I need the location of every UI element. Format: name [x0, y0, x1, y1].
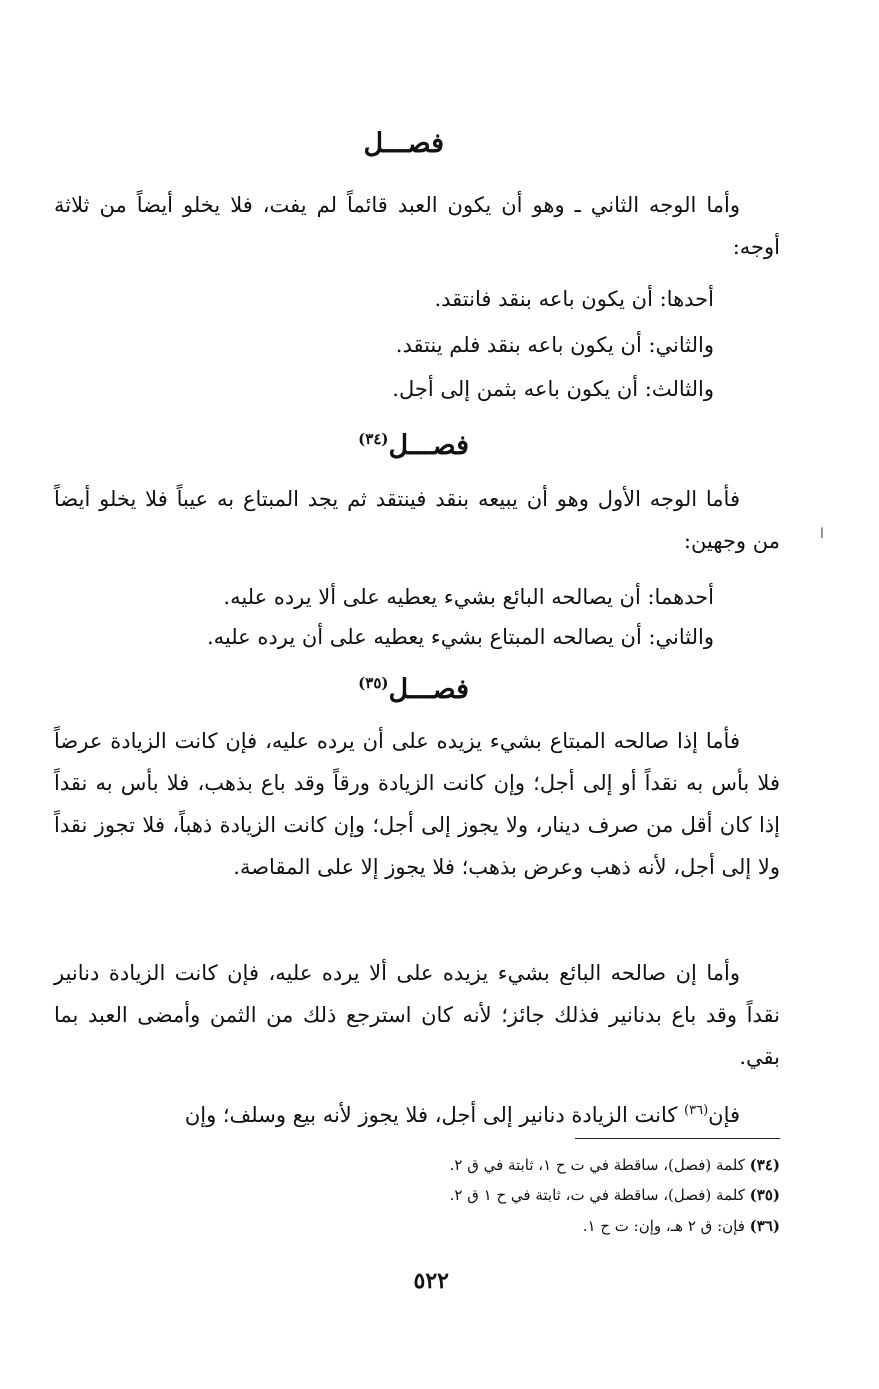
- section-heading-1: فصـــل: [363, 128, 444, 159]
- section3-para-2: وأما إن صالحه البائع بشيء يزيده على ألا يرده عليه، فإن كانت الزيادة دنانير نقداً وقد باع بدنانير فذلك جائز؛ لأنه كان استرجع ذلك من الثمن وأمضى العبد بما بقي.: [54, 961, 780, 1069]
- section2-intro: فأما الوجه الأول وهو أن يبيعه بنقد فينتقد ثم يجد المبتاع به عيباً فلا يخلو أيضاً من وجهين:: [54, 487, 780, 553]
- footnote-35: (٣٥) كلمة (فصل)، ساقطة في ت، ثابتة في ح ١ ق ٢.: [449, 1186, 780, 1204]
- section2-item-1: أحدهما: أن يصالحه البائع بشيء يعطيه على ألا يرده عليه.: [223, 585, 714, 609]
- section1-intro: وأما الوجه الثاني ـ وهو أن يكون العبد قائماً لم يفت، فلا يخلو أيضاً من ثلاثة أوجه:: [54, 193, 780, 259]
- section1-item-2: والثاني: أن يكون باعه بنقد فلم ينتقد.: [395, 333, 714, 357]
- section3-para-3: فإن$^{(٣٦)}$ كانت الزيادة دنانير إلى أجل، فلا يجوز لأنه بيع وسلف؛ وإن: [184, 1103, 740, 1127]
- section-heading-2: فصـــل$^{(٣٤)}$: [358, 430, 469, 461]
- footnote-34: (٣٤) كلمة (فصل)، ساقطة في ت ح ١، ثابتة في ق ٢.: [449, 1156, 780, 1174]
- margin-mark: ا: [820, 526, 824, 542]
- section-heading-3: فصـــل$^{(٣٥)}$: [358, 674, 469, 705]
- heading-footnote-ref: (٣٤): [358, 430, 389, 448]
- heading-footnote-ref: (٣٥): [358, 674, 389, 692]
- section2-item-2: والثاني: أن يصالحه المبتاع بشيء يعطيه على أن يرده عليه.: [206, 625, 714, 649]
- footnote-36: (٣٦) فإن: ق ٢ هـ، وإن: ت ح ١.: [582, 1217, 780, 1235]
- page-number: ٥٢٢: [413, 1268, 449, 1294]
- section1-item-3: والثالث: أن يكون باعه بثمن إلى أجل.: [392, 377, 714, 401]
- footnote-separator: [575, 1138, 780, 1139]
- section1-item-1: أحدها: أن يكون باعه بنقد فانتقد.: [434, 287, 714, 311]
- footnote-ref: (٣٦): [684, 1103, 709, 1118]
- section3-para-1: فأما إذا صالحه المبتاع بشيء يزيده على أن يرده عليه، فإن كانت الزيادة عرضاً فلا بأس به نقداً أو إلى أجل؛ وإن كانت الزيادة ورقاً وقد باع بذهب، فلا بأس به نقداً إذا كان أقل من صرف دينار، ولا يجوز إلى أجل؛ وإن كانت الزيادة ذهباً، فلا تجوز نقداً ولا إلى أجل، لأنه ذهب وعرض بذهب؛ فلا يجوز إلا على المقاصة.: [54, 729, 780, 879]
